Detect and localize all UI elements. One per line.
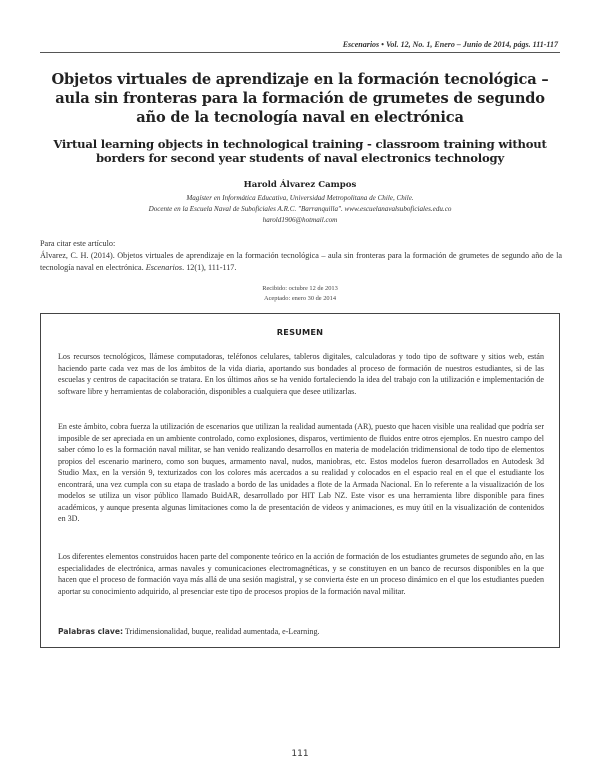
citation-text bbox=[40, 250, 562, 274]
abstract-paragraph-2: En este ámbito, cobra fuerza la utilización de escenarios que utilizan la realidad aumentada (AR), puesto que hacen visible una realidad que podría ser imposible de ser apreciada en un ambiente controlado, como explosiones, disparos, vertimiento de fluidos entre otros ejemplos. En nuestro campo del saber cómo lo es la formación naval militar, se han venido realizando desarrollos en materia de modelación tridimensional de todo tipo de elementos propios del escenario marinero, como son buques, armamento naval, nudos, maniobras, etc. Estos modelos fueron desarrollados en Autodesk 3d Studio Max, en la versión 9, texturizados con los colores más acercados a su realidad y colocados en el espacio real en el que el estudiante los encontrará, una vez cumpla con su etapa de traslado a bordo de las unidades a flote de la Armada Nacional. En lo referente a la visualización de los modelos se utiliza un visor público llamado BuidAR, desarrollado por HIT Lab NZ. Este visor es una herramienta libre disponible para fines académicos, y aunque presenta algunas limitaciones como la de presentación de videos y animaciones, es muy útil en la visualización de contenidos en 3D. bbox=[58, 422, 544, 523]
keywords-list: Tridimensionalidad, buque, realidad aumentada, e-Learning. bbox=[123, 627, 320, 636]
abstract-paragraph-3: Los diferentes elementos construidos hacen parte del componente teórico en la acción de formación de los estudiantes grumetes de segundo año, en las especialidades de electrónica, armas navales y comunicaciones electromagnéticas, y se constituyen en un banco de recursos disponibles en la que hacen que el proceso de formación vaya más allá de una sesión magistral, y se convierta éste en un proceso dinámico en el que los estudiantes pueden aportar su conocimiento adquirido, al presenciar este tipo de procesos propios de la formación naval militar. bbox=[58, 552, 544, 596]
author-affiliation-2: Docente en la Escuela Naval de Suboficiales A.R.C. "Barranquilla". www.escuelanavalsuboficiales.edu.co bbox=[148, 205, 452, 213]
date-received: Recibido: octubre 12 de 2013 bbox=[262, 285, 338, 292]
abstract-heading: RESUMEN bbox=[276, 327, 324, 337]
running-head: Escenarios • Vol. 12, No. 1, Enero – Junio de 2014, págs. 111-117 bbox=[342, 40, 558, 49]
page-number: 111 bbox=[291, 749, 309, 759]
keywords-label: Palabras clave: bbox=[58, 627, 124, 636]
article-title-english: Virtual learning objects in technological training - classroom training without borders for second year students of naval electronics technology bbox=[53, 137, 547, 165]
author-name: Harold Álvarez Campos bbox=[243, 180, 357, 190]
article-title-spanish: Objetos virtuales de aprendizaje en la formación tecnológica – aula sin fronteras para la formación de grumetes de segundo año de la tecnología naval en electrónica bbox=[51, 71, 549, 126]
author-email: harold1906@hotmail.com bbox=[262, 216, 338, 224]
header-rule bbox=[40, 52, 560, 53]
citation-journal: Escenarios bbox=[145, 263, 183, 272]
date-accepted: Aceptado: enero 30 de 2014 bbox=[263, 295, 337, 302]
citation-label: Para citar este artículo: bbox=[40, 239, 116, 248]
citation-tail: . 12(1), 111-117. bbox=[182, 263, 237, 272]
author-affiliation-1: Magíster en Informática Educativa, Universidad Metropolitana de Chile, Chile. bbox=[186, 194, 414, 202]
keywords bbox=[58, 627, 544, 636]
citation-main: Álvarez, C. H. (2014). Objetos virtuales de aprendizaje en la formación tecnológica – aula sin fronteras para la formación de grumetes de segundo año de la tecnología naval en electrónica. bbox=[40, 251, 562, 272]
abstract-paragraph-1: Los recursos tecnológicos, llámese computadoras, teléfonos celulares, tableros digitales, calculadoras y todo tipo de software y sitios web, están haciendo parte cada vez mas de los ámbitos de la vida diaria, aportando sus bondades al proceso de formación de nuestros estudiantes, si de las escuelas y centros de capacitación se tratara. En los últimos años se ha venido fortaleciendo la idea del trabajo con la utilización e implementación de software libre y herramientas de colaboración, disponibles a cualquiera que desee utilizarlas. bbox=[58, 352, 544, 396]
